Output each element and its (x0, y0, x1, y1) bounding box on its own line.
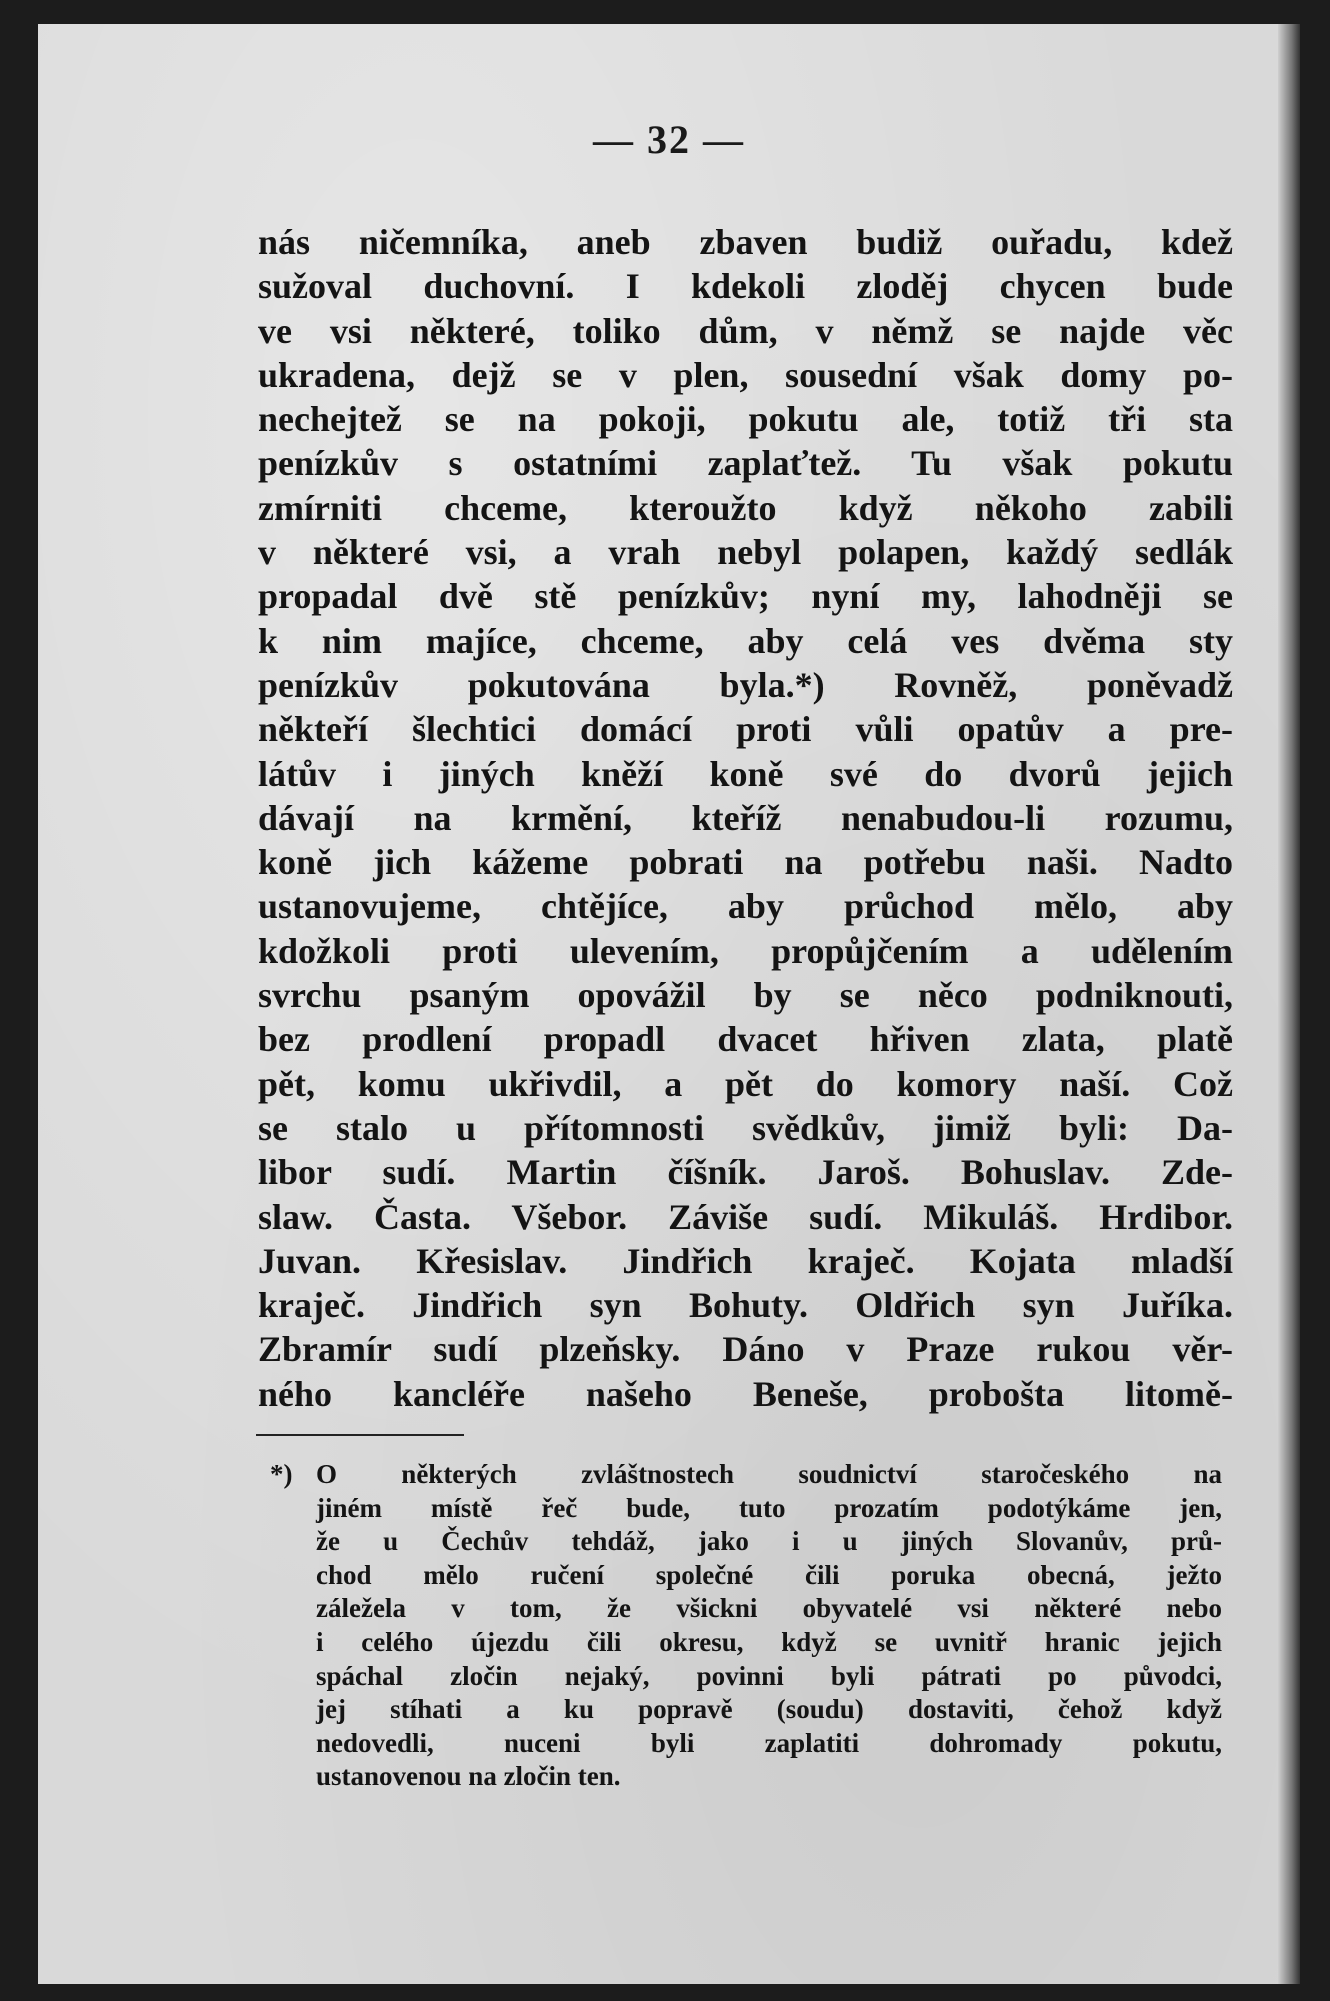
body-line: svrchu psaným opovážil by se něco podniknouti, (258, 975, 1233, 1016)
body-line: libor sudí. Martin číšník. Jaroš. Bohuslav. Zde- (258, 1152, 1233, 1193)
footnote-line: jej stíhati a ku popravě (soudu) dostaviti, čehož když (316, 1694, 1222, 1725)
footnote-line: že u Čechův tehdáž, jako i u jiných Slovanův, prů- (316, 1526, 1222, 1557)
body-line: kdožkoli proti ulevením, propůjčením a udělením (258, 930, 1233, 971)
book-page (38, 24, 1300, 1984)
footnote-line: chod mělo ručení společné čili poruka obecná, ježto (316, 1559, 1222, 1590)
footnote-marker: *) (270, 1459, 293, 1489)
body-line: se stalo u přítomnosti svědkův, jimiž byli: Da- (258, 1107, 1233, 1148)
body-line: sužoval duchovní. I kdekoli zloděj chycen bude (258, 266, 1233, 307)
body-line: bez prodlení propadl dvacet hřiven zlata, platě (258, 1019, 1233, 1060)
footnote-line: záležela v tom, že všickni obyvatelé vsi některé nebo (316, 1593, 1222, 1624)
body-line: ukradena, dejž se v plen, sousední však domy po- (258, 354, 1233, 395)
body-line: v některé vsi, a vrah nebyl polapen, každý sedlák (258, 532, 1233, 573)
body-line: pět, komu ukřivdil, a pět do komory naší. Což (258, 1063, 1233, 1104)
body-line: ustanovujeme, chtějíce, aby průchod mělo, aby (258, 886, 1233, 927)
page-number: — 32 — (593, 117, 745, 162)
footnote (270, 1458, 1222, 1794)
footnote-line-text: O některých zvláštnostech soudnictví staročeského na (316, 1459, 1222, 1489)
body-line: kraječ. Jindřich syn Bohuty. Oldřich syn Juříka. (258, 1285, 1233, 1326)
body-line: Juvan. Křesislav. Jindřich kraječ. Kojata mladší (258, 1240, 1233, 1281)
body-line: nechejtež se na pokoji, pokutu ale, totiž tři sta (258, 399, 1233, 440)
footnote-line: spáchal zločin nejaký, povinni byli pátrati po původci, (316, 1660, 1222, 1691)
body-line: zmírniti chceme, kteroužto když někoho zabili (258, 487, 1233, 528)
body-line: ve vsi některé, toliko dům, v němž se najde věc (258, 310, 1233, 351)
body-line: k nim majíce, chceme, aby celá ves dvěma sty (258, 620, 1233, 661)
body-line: penízkův s ostatními zaplaťtež. Tu však pokutu (258, 443, 1233, 484)
footnote-separator-rule (256, 1434, 464, 1436)
footnote-line (270, 1458, 1222, 1492)
body-line: Zbramír sudí plzeňsky. Dáno v Praze rukou věr- (258, 1329, 1233, 1370)
body-line: dávají na krmění, kteříž nenabudou-li rozumu, (258, 797, 1233, 838)
footnote-line: nedovedli, nuceni byli zaplatiti dohromady pokutu, (316, 1727, 1222, 1758)
footnote-line: ustanovenou na zločin ten. (316, 1761, 621, 1792)
footnote-line: jiném místě řeč bude, tuto prozatím podotýkáme jen, (316, 1492, 1222, 1523)
body-line: penízkův pokutována byla.*) Rovněž, poněvadž (258, 664, 1233, 705)
footnote-line: i celého újezdu čili okresu, když se uvnitř hranic jejich (316, 1626, 1222, 1657)
body-line: někteří šlechtici domácí proti vůli opatův a pre- (258, 709, 1233, 750)
body-line: nás ničemníka, aneb zbaven budiž ouřadu, kdež (258, 222, 1233, 262)
body-text (258, 220, 1233, 1416)
body-line: látův i jiných kněží koně své do dvorů jejich (258, 753, 1233, 794)
body-line: propadal dvě stě penízkův; nyní my, lahodněji se (258, 576, 1233, 617)
body-line: slaw. Časta. Všebor. Záviše sudí. Mikuláš. Hrdibor. (258, 1196, 1233, 1237)
body-line: koně jich kážeme pobrati na potřebu naši. Nadto (258, 842, 1233, 883)
body-line: ného kancléře našeho Beneše, probošta litomě- (258, 1373, 1233, 1414)
page-edge-shadow (1278, 24, 1300, 1984)
